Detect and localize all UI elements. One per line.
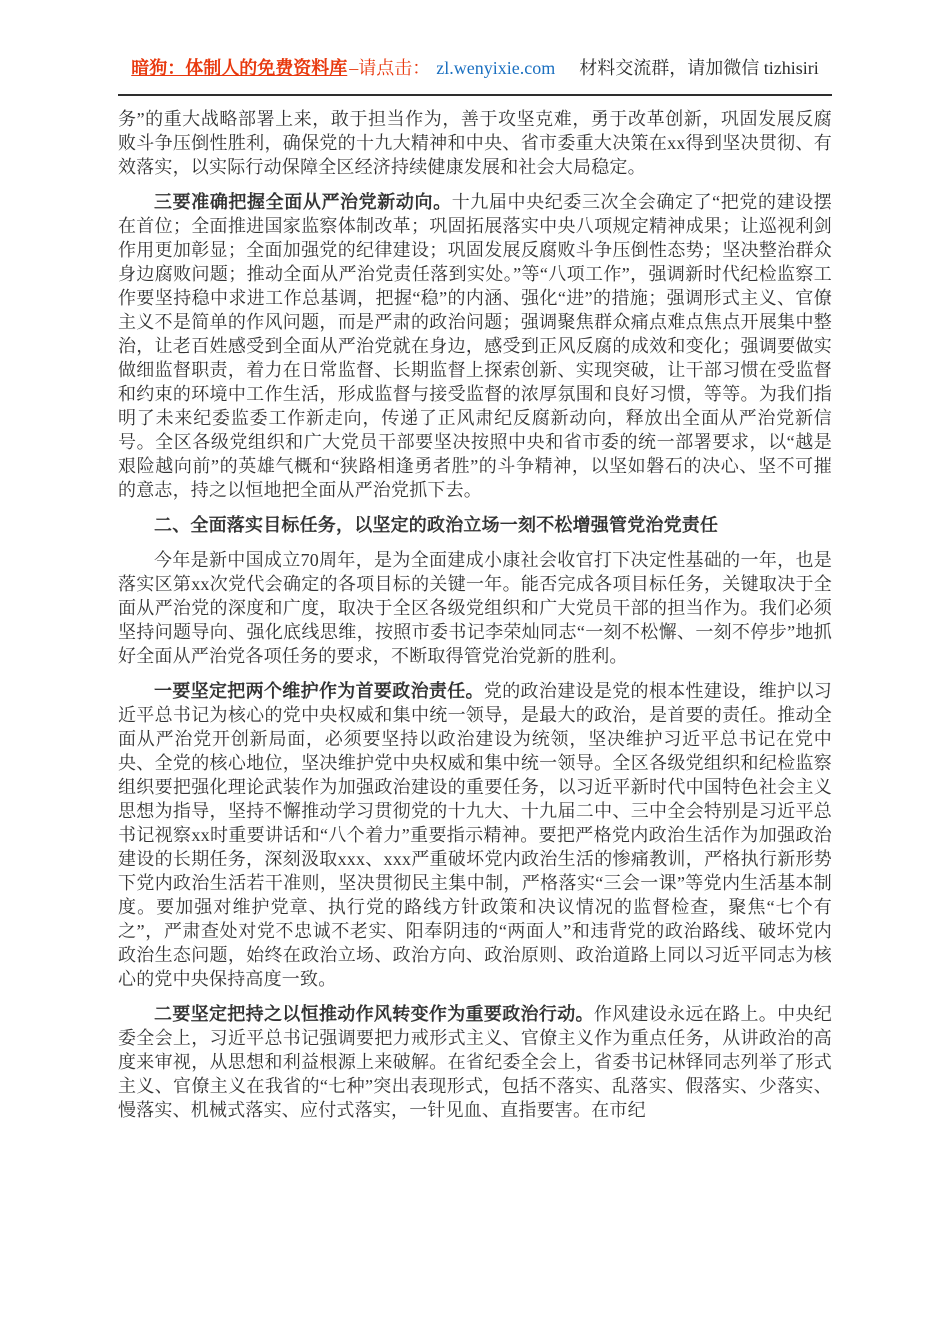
paragraph-text: 十九届中央纪委三次全会确定了“把党的建设摆在首位；全面推进国家监察体制改革；巩固拓展落实中央八项规定精神成果；让巡视利剑作用更加彰显；全面加强党的纪律建设；巩固发展反腐败斗争压倒性态势；坚决整治群众身边腐败问题；推动全面从严治党责任落到实处。”等“八项工作”，强调新时代纪检监察工作要坚持稳中求进工作总基调，把握“稳”的内涵、强化“进”的措施；强调形式主义、官僚主义不是简单的作风问题，而是严肃的政治问题；强调聚焦群众痛点难点焦点开展集中整治，让老百姓感受到全面从严治党就在身边，感受到正风反腐的成效和变化；强调要做实做细监督职责，着力在日常监督、长期监督上探索创新、实现突破，让干部习惯在受监督和约束的环境中工作生活，形成监督与接受监督的浓厚氛围和良好习惯，等等。为我们指明了未来纪委监委工作新走向，传递了正风肃纪反腐新动向，释放出全面从严治党新信号。全区各级党组织和广大党员干部要坚决按照中央和省市委的统一部署要求，以“越是艰险越向前”的英雄气概和“狭路相逢勇者胜”的斗争精神，以坚如磐石的决心、坚不可摧的意志，持之以恒地把全面从严治党抓下去。 (118, 192, 833, 500)
paragraph (118, 1002, 832, 1122)
header-banner (118, 54, 832, 94)
section-heading (118, 513, 832, 537)
section-heading-text: 二、全面落实目标任务，以坚定的政治立场一刻不松增强管党治党责任 (154, 515, 719, 535)
paragraph-text: 务”的重大战略部署上来，敢于担当作为，善于攻坚克难，勇于改革创新，巩固发展反腐败斗争压倒性胜利，确保党的十九大精神和中央、省市委重大决策在xx得到坚决贯彻、有效落实，以实际行动保障全区经济持续健康发展和社会大局稳定。 (118, 109, 832, 177)
paragraph (118, 190, 832, 502)
site-link[interactable]: zl.wenyixie.com (436, 58, 556, 78)
site-brand: 暗狗：体制人的免费资料库 (131, 58, 348, 78)
paragraph-text: 今年是新中国成立70周年，是为全面建成小康社会收官打下决定性基础的一年，也是落实区第xx次党代会确定的各项目标的关键一年。能否完成各项目标任务，关键取决于全面从严治党的深度和广度，取决于全区各级党组织和广大党员干部的担当作为。我们必须坚持问题导向、强化底线思维，按照市委书记李荣灿同志“一刻不松懈、一刻不停步”地抓好全面从严治党各项任务的要求，不断取得管党治党新的胜利。 (118, 550, 832, 666)
click-hint: –请点击： (349, 58, 431, 78)
paragraph-text: 党的政治建设是党的根本性建设，维护以习近平总书记为核心的党中央权威和集中统一领导，是最大的政治，是首要的责任。推动全面从严治党开创新局面，必须要坚持以政治建设为统领，坚决维护习近平总书记在党中央、全党的核心地位，坚决维护党中央权威和集中统一领导。全区各级党组织和纪检监察组织要把强化理论武装作为加强政治建设的重要任务，以习近平新时代中国特色社会主义思想为指导，坚持不懈推动学习贯彻党的十九大、十九届二中、三中全会特别是习近平总书记视察xx时重要讲话和“八个着力”重要指示精神。要把严格党内政治生活作为加强政治建设的长期任务，深刻汲取xxx、xxx严重破坏党内政治生活的惨痛教训，严格执行新形势下党内政治生活若干准则，坚决贯彻民主集中制，严格落实“三会一课”等党内生活基本制度。要加强对维护党章、执行党的路线方针政策和决议情况的监督检查，聚焦“七个有之”，严肃查处对党不忠诚不老实、阳奉阴违的“两面人”和违背党的政治路线、破坏党内政治生态问题，始终在政治立场、政治方向、政治原则、政治道路上同以习近平同志为核心的党中央保持高度一致。 (118, 681, 832, 989)
paragraph (118, 679, 832, 991)
paragraph (118, 548, 832, 668)
document-body (118, 107, 832, 1122)
paragraph-continuation (118, 107, 832, 179)
paragraph-lead: 一要坚定把两个维护作为首要政治责任。 (154, 681, 484, 701)
paragraph-lead: 三要准确把握全面从严治党新动向。 (154, 192, 452, 212)
paragraph-lead: 二要坚定把持之以恒推动作风转变作为重要政治行动。 (154, 1004, 594, 1024)
divider-line (118, 94, 832, 96)
group-note: 材料交流群，请加微信 tizhisiri (579, 58, 819, 78)
paragraph-text: 作风建设永远在路上。中央纪委全会上，习近平总书记强调要把力戒形式主义、官僚主义作为重点任务，从讲政治的高度来审视，从思想和利益根源上来破解。在省纪委全会上，省委书记林铎同志列举了形式主义、官僚主义在我省的“七种”突出表现形式，包括不落实、乱落实、假落实、少落实、慢落实、机械式落实、应付式落实，一针见血、直指要害。在市纪 (118, 1004, 832, 1120)
